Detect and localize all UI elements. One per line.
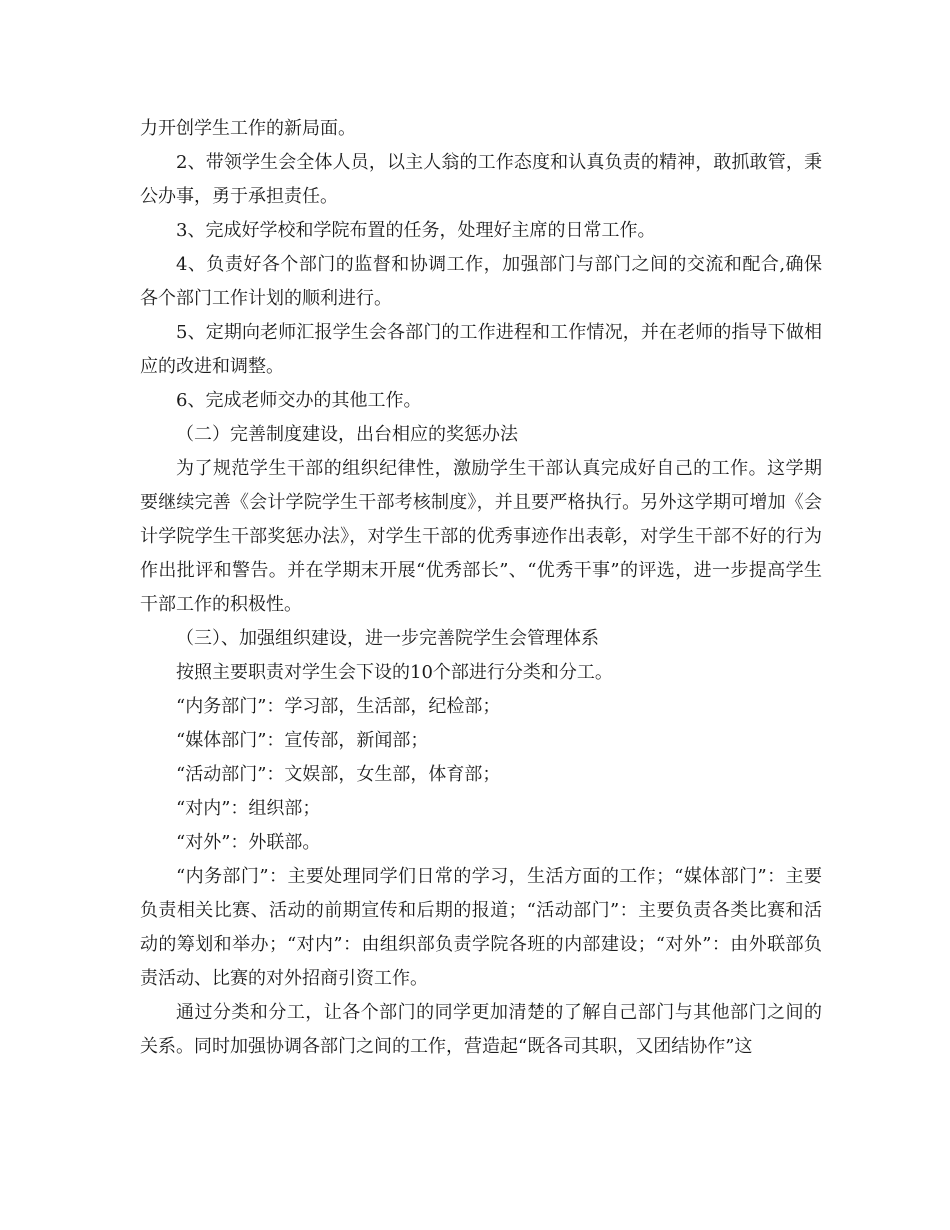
list-item-activity: “活动部门”：文娱部，女生部，体育部； bbox=[176, 764, 501, 785]
list-item-outward: “对外”：外联部。 bbox=[176, 832, 321, 853]
paragraph-conclusion: 通过分类和分工，让各个部门的同学更加清楚的了解自己部门与其他部门之间的关系。同时加强协调各部门之间的工作，营造起“既各司其职，又团结协作”这 bbox=[140, 1002, 822, 1057]
section-heading-3: （三）、加强组织建设，进一步完善院学生会管理体系 bbox=[176, 628, 599, 649]
paragraph-item-6: 6、完成老师交办的其他工作。 bbox=[176, 390, 422, 411]
list-item-internal: “内务部门”：学习部，生活部，纪检部； bbox=[176, 696, 501, 717]
list-item-media: “媒体部门”：宣传部，新闻部； bbox=[176, 730, 429, 751]
list-item-inward: “对内”：组织部； bbox=[176, 798, 321, 819]
paragraph-continuation: 力开创学生工作的新局面。 bbox=[140, 118, 356, 139]
paragraph-item-4: 4、负责好各个部门的监督和协调工作，加强部门与部门之间的交流和配合,确保各个部门工作计划的顺利进行。 bbox=[140, 254, 822, 309]
section-heading-2: （二）完善制度建设，出台相应的奖惩办法 bbox=[176, 424, 518, 445]
paragraph-item-3: 3、完成好学校和学院布置的任务，处理好主席的日常工作。 bbox=[176, 220, 656, 241]
document-body bbox=[140, 112, 822, 1064]
paragraph-division-intro: 按照主要职责对学生会下设的10个部进行分类和分工。 bbox=[176, 662, 613, 683]
paragraph-responsibilities: “内务部门”：主要处理同学们日常的学习，生活方面的工作；“媒体部门”：主要负责相关比赛、活动的前期宣传和后期的报道；“活动部门”：主要负责各类比赛和活动的筹划和举办；“对内”：由组织部负责学院各班的内部建设；“对外”：由外联部负责活动、比赛的对外招商引资工作。 bbox=[140, 866, 822, 989]
paragraph-item-2: 2、带领学生会全体人员，以主人翁的工作态度和认真负责的精神，敢抓敢管，秉公办事，勇于承担责任。 bbox=[140, 152, 822, 207]
paragraph-item-5: 5、定期向老师汇报学生会各部门的工作进程和工作情况，并在老师的指导下做相应的改进和调整。 bbox=[140, 322, 822, 377]
paragraph-rules: 为了规范学生干部的组织纪律性，激励学生干部认真完成好自己的工作。这学期要继续完善《会计学院学生干部考核制度》，并且要严格执行。另外这学期可增加《会计学院学生干部奖惩办法》，对学生干部的优秀事迹作出表彰，对学生干部不好的行为作出批评和警告。并在学期末开展“优秀部长”、“优秀干事”的评选，进一步提高学生干部工作的积极性。 bbox=[140, 458, 822, 615]
